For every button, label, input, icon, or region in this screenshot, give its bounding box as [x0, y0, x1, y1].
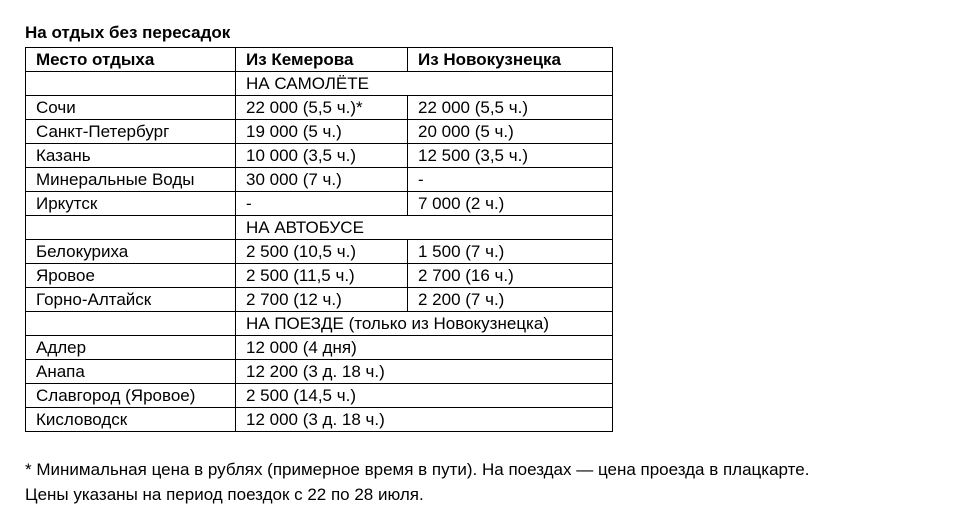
novokuznetsk-cell: 20 000 (5 ч.): [408, 120, 613, 144]
novokuznetsk-cell: 7 000 (2 ч.): [408, 192, 613, 216]
table-row: [26, 360, 613, 384]
place-cell: Кисловодск: [26, 408, 236, 432]
kemerovo-cell: 19 000 (5 ч.): [236, 120, 408, 144]
header-from-kemerovo: Из Кемерова: [236, 48, 408, 72]
table-row: [26, 120, 613, 144]
train-price-cell: 12 200 (3 д. 18 ч.): [236, 360, 613, 384]
place-cell: Адлер: [26, 336, 236, 360]
kemerovo-cell: -: [236, 192, 408, 216]
section-label-plane: НА САМОЛЁТЕ: [236, 72, 613, 96]
train-price-cell: 12 000 (4 дня): [236, 336, 613, 360]
kemerovo-cell: 2 500 (11,5 ч.): [236, 264, 408, 288]
section-label-bus: НА АВТОБУСЕ: [236, 216, 613, 240]
table-row: [26, 240, 613, 264]
place-cell: Горно-Алтайск: [26, 288, 236, 312]
footnote-line-price-note: * Минимальная цена в рублях (примерное время в пути). На поездах — цена проезда в плацкарте.: [25, 460, 810, 479]
page-title: На отдых без пересадок: [25, 23, 231, 42]
kemerovo-cell: 2 500 (10,5 ч.): [236, 240, 408, 264]
table-row: [26, 96, 613, 120]
novokuznetsk-cell: 1 500 (7 ч.): [408, 240, 613, 264]
section-empty-cell: [26, 312, 236, 336]
table-header-row: [26, 48, 613, 72]
place-cell: Сочи: [26, 96, 236, 120]
place-cell: Иркутск: [26, 192, 236, 216]
place-cell: Яровое: [26, 264, 236, 288]
place-cell: Минеральные Воды: [26, 168, 236, 192]
novokuznetsk-cell: 22 000 (5,5 ч.): [408, 96, 613, 120]
table-row: [26, 144, 613, 168]
kemerovo-cell: 30 000 (7 ч.): [236, 168, 408, 192]
table-row: [26, 408, 613, 432]
train-price-cell: 2 500 (14,5 ч.): [236, 384, 613, 408]
train-price-cell: 12 000 (3 д. 18 ч.): [236, 408, 613, 432]
kemerovo-cell: 22 000 (5,5 ч.)*: [236, 96, 408, 120]
table-row: [26, 264, 613, 288]
place-cell: Казань: [26, 144, 236, 168]
novokuznetsk-cell: 2 200 (7 ч.): [408, 288, 613, 312]
table-row: [26, 288, 613, 312]
section-row-plane: [26, 72, 613, 96]
section-row-train: [26, 312, 613, 336]
section-label-train: НА ПОЕЗДЕ (только из Новокузнецка): [236, 312, 613, 336]
section-empty-cell: [26, 216, 236, 240]
novokuznetsk-cell: 2 700 (16 ч.): [408, 264, 613, 288]
place-cell: Славгород (Яровое): [26, 384, 236, 408]
table-row: [26, 192, 613, 216]
header-from-novokuznetsk: Из Новокузнецка: [408, 48, 613, 72]
table-row: [26, 384, 613, 408]
table-row: [26, 336, 613, 360]
section-empty-cell: [26, 72, 236, 96]
place-cell: Белокуриха: [26, 240, 236, 264]
kemerovo-cell: 2 700 (12 ч.): [236, 288, 408, 312]
footnote: [25, 457, 809, 507]
kemerovo-cell: 10 000 (3,5 ч.): [236, 144, 408, 168]
novokuznetsk-cell: 12 500 (3,5 ч.): [408, 144, 613, 168]
table-row: [26, 168, 613, 192]
section-row-bus: [26, 216, 613, 240]
novokuznetsk-cell: -: [408, 168, 613, 192]
price-table: [25, 47, 613, 432]
place-cell: Санкт-Петербург: [26, 120, 236, 144]
place-cell: Анапа: [26, 360, 236, 384]
header-place: Место отдыха: [26, 48, 236, 72]
footnote-line-period-note: Цены указаны на период поездок с 22 по 28 июля.: [25, 485, 424, 504]
